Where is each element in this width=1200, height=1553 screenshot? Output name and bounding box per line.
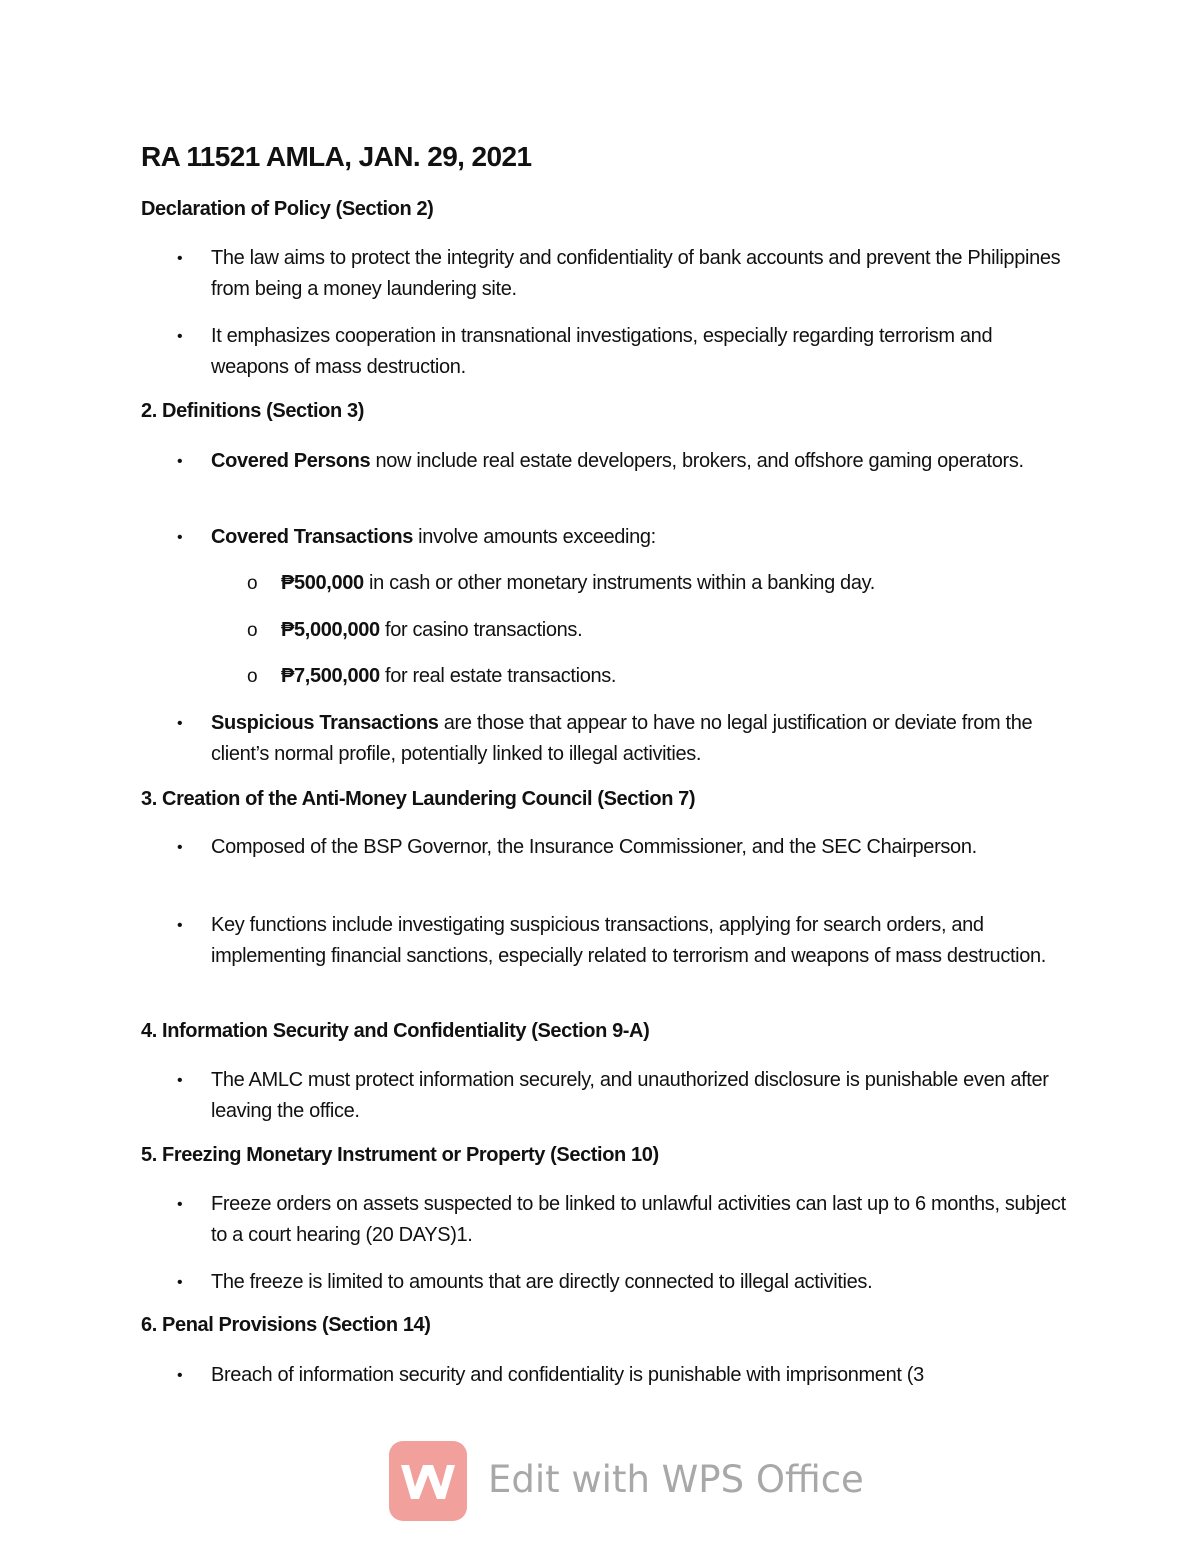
- bullet-icon: •: [177, 839, 183, 856]
- bullet-item: [211, 243, 1071, 305]
- document-title: RA 11521 AMLA, JAN. 29, 2021: [141, 141, 532, 172]
- sub-bullet-icon: o: [247, 620, 258, 641]
- bullet-text: Breach of information security and confidentiality is punishable with imprisonment (3: [211, 1364, 924, 1386]
- bullet-item: [211, 832, 1071, 863]
- bullet-text: The freeze is limited to amounts that are directly connected to illegal activities.: [211, 1271, 873, 1293]
- bullet-lead: Suspicious Transactions: [211, 712, 439, 734]
- sub-bullet-icon: o: [247, 666, 258, 687]
- sub-bullet-icon: o: [247, 573, 258, 594]
- amount: ₱7,500,000: [281, 665, 380, 687]
- bullet-icon: •: [177, 1274, 183, 1291]
- sub-bullet-item: [281, 615, 1061, 646]
- bullet-text: It emphasizes cooperation in transnational investigations, especially regarding terrorism and weapons of mass destruction.: [211, 325, 993, 378]
- bullet-item: [211, 1065, 1071, 1127]
- bullet-icon: •: [177, 529, 183, 546]
- bullet-item: [211, 1267, 1071, 1298]
- bullet-item: [211, 1360, 1071, 1391]
- bullet-item: [211, 321, 1071, 383]
- bullet-text: The AMLC must protect information securely, and unauthorized disclosure is punishable even after leaving the office.: [211, 1069, 1049, 1122]
- bullet-icon: •: [177, 250, 183, 267]
- section-heading: 5. Freezing Monetary Instrument or Property (Section 10): [141, 1144, 659, 1166]
- wps-edit-link[interactable]: Edit with WPS Office: [488, 1458, 864, 1501]
- sub-bullet-text: for real estate transactions.: [379, 665, 617, 687]
- bullet-item: [211, 910, 1071, 972]
- bullet-item: [211, 1189, 1071, 1251]
- section-heading: 4. Information Security and Confidentiality (Section 9-A): [141, 1020, 650, 1042]
- sub-bullet-item: [281, 661, 1061, 692]
- amount: ₱500,000: [281, 572, 364, 594]
- bullet-text: involve amounts exceeding:: [412, 526, 656, 548]
- amount: ₱5,000,000: [281, 619, 380, 641]
- bullet-text: are those that appear to have no legal justification or deviate from the client’s normal profile, potentially linked to illegal activities.: [211, 712, 1033, 765]
- bullet-text: now include real estate developers, brokers, and offshore gaming operators.: [370, 450, 1024, 472]
- bullet-item: [211, 446, 1071, 477]
- bullet-icon: •: [177, 1367, 183, 1384]
- sub-bullet-item: [281, 568, 1061, 599]
- bullet-lead: Covered Persons: [211, 450, 371, 472]
- bullet-icon: •: [177, 1072, 183, 1089]
- section-heading: 3. Creation of the Anti-Money Laundering Council (Section 7): [141, 788, 696, 810]
- section-heading: Declaration of Policy (Section 2): [141, 198, 434, 220]
- bullet-text: Key functions include investigating suspicious transactions, applying for search orders, and implementing financial sanctions, especially related to terrorism and weapons of mass destruction.: [211, 914, 1047, 967]
- bullet-text: Composed of the BSP Governor, the Insurance Commissioner, and the SEC Chairperson.: [211, 836, 977, 858]
- bullet-icon: •: [177, 453, 183, 470]
- sub-bullet-text: in cash or other monetary instruments within a banking day.: [363, 572, 875, 594]
- bullet-icon: •: [177, 328, 183, 345]
- sub-bullet-text: for casino transactions.: [379, 619, 583, 641]
- bullet-icon: •: [177, 715, 183, 732]
- bullet-item: [211, 708, 1071, 770]
- section-heading: 6. Penal Provisions (Section 14): [141, 1314, 431, 1336]
- bullet-text: Freeze orders on assets suspected to be linked to unlawful activities can last up to 6 months, subject to a court hearing (20 DAYS)1.: [211, 1193, 1066, 1246]
- bullet-lead: Covered Transactions: [211, 526, 413, 548]
- bullet-text: The law aims to protect the integrity and confidentiality of bank accounts and prevent the Philippines from being a money laundering site.: [211, 247, 1061, 300]
- bullet-icon: •: [177, 1196, 183, 1213]
- section-heading: 2. Definitions (Section 3): [141, 400, 364, 422]
- wps-logo-icon[interactable]: [389, 1441, 467, 1521]
- bullet-icon: •: [177, 917, 183, 934]
- bullet-item: [211, 522, 1071, 553]
